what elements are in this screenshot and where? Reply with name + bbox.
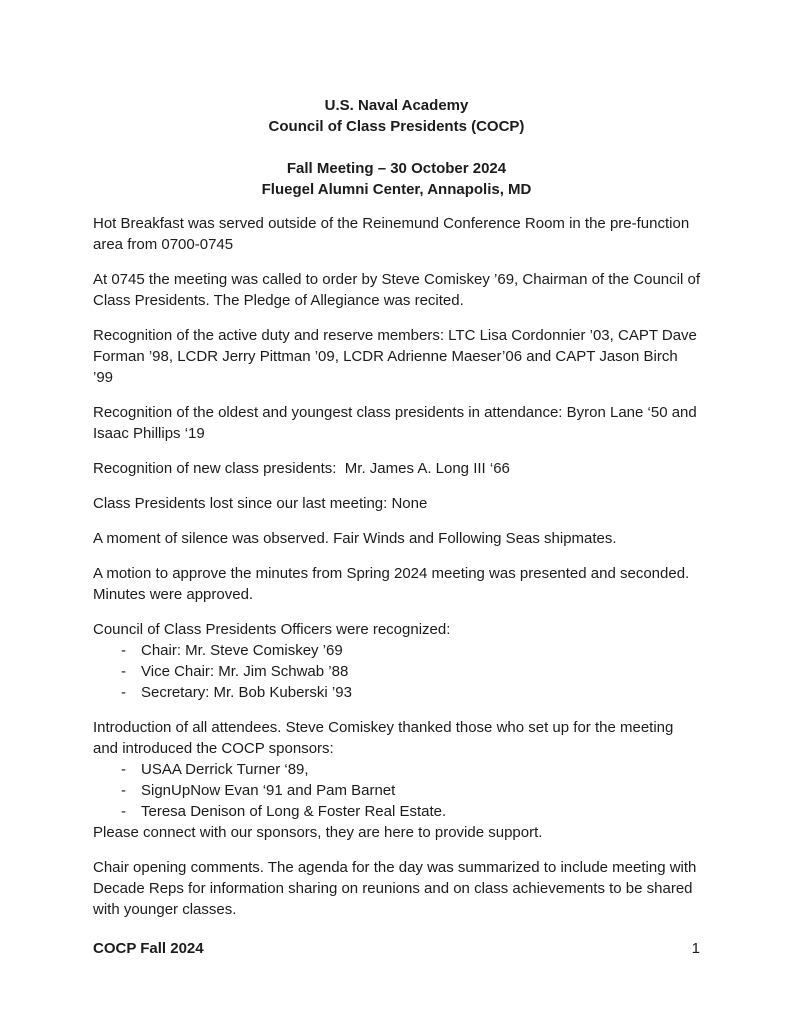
sponsor-long-foster: Teresa Denison of Long & Foster Real Estate.: [141, 803, 447, 820]
list-item: [93, 759, 700, 780]
list-bullet: -: [121, 663, 126, 680]
sponsor-usaa: USAA Derrick Turner ‘89,: [141, 761, 309, 778]
list-bullet: -: [121, 642, 126, 659]
paragraph-chair-comments: Chair opening comments. The agenda for the day was summarized to include meeting with Decade Reps for information sharing on reunions and on class achievements to be shared with younger classes.: [93, 859, 701, 918]
document-body: [93, 213, 705, 920]
paragraph-active-duty-recognition: Recognition of the active duty and reserve members: LTC Lisa Cordonnier ’03, CAPT Dave Forman ’98, LCDR Jerry Pittman ’09, LCDR Adrienne Maeser’06 and CAPT Jason Birch ’99: [93, 327, 702, 386]
title-line-1: U.S. Naval Academy: [324, 97, 469, 114]
paragraph-minutes-approval: A motion to approve the minutes from Spring 2024 meeting was presented and seconded. Minutes were approved.: [93, 565, 694, 603]
list-item: [93, 780, 700, 801]
paragraph-oldest-youngest-recognition: Recognition of the oldest and youngest class presidents in attendance: Byron Lane ‘50 and Isaac Phillips ‘19: [93, 404, 701, 442]
paragraph-breakfast: Hot Breakfast was served outside of the Reinemund Conference Room in the pre-function area from 0700-0745: [93, 215, 694, 253]
list-item: [93, 661, 700, 682]
list-bullet: -: [121, 782, 126, 799]
paragraph-sponsors-intro: Introduction of all attendees. Steve Comiskey thanked those who set up for the meeting and introduced the COCP sponsors:: [93, 719, 678, 757]
paragraph-call-to-order: At 0745 the meeting was called to order by Steve Comiskey ’69, Chairman of the Council of Class Presidents. The Pledge of Allegiance was recited.: [93, 271, 705, 309]
paragraph-lost-presidents: Class Presidents lost since our last meeting: None: [93, 495, 428, 512]
body-spacer: [93, 200, 700, 213]
document-footer: [93, 938, 700, 959]
officer-vice-chair: Vice Chair: Mr. Jim Schwab ’88: [141, 663, 349, 680]
officers-list: [93, 640, 700, 703]
officer-secretary: Secretary: Mr. Bob Kuberski ’93: [141, 684, 352, 701]
paragraph-new-presidents: Recognition of new class presidents: Mr. James A. Long III ‘66: [93, 460, 510, 477]
meeting-date-line: Fall Meeting – 30 October 2024: [286, 160, 507, 177]
sponsors-list: [93, 759, 700, 822]
paragraph-moment-of-silence: A moment of silence was observed. Fair Winds and Following Seas shipmates.: [93, 530, 617, 547]
list-item: [93, 682, 700, 703]
meeting-location-line: Fluegel Alumni Center, Annapolis, MD: [261, 181, 532, 198]
list-item: [93, 640, 700, 661]
list-bullet: -: [121, 684, 126, 701]
paragraph-officers-intro: Council of Class Presidents Officers were recognized:: [93, 621, 451, 638]
paragraph-sponsors-outro: Please connect with our sponsors, they are here to provide support.: [93, 824, 543, 841]
officer-chair: Chair: Mr. Steve Comiskey ’69: [141, 642, 343, 659]
footer-page-number: 1: [691, 940, 700, 957]
document-header: [93, 95, 700, 200]
list-item: [93, 801, 700, 822]
footer-document-title: COCP Fall 2024: [93, 940, 204, 957]
title-line-2: Council of Class Presidents (COCP): [268, 118, 525, 135]
header-spacer: [93, 137, 700, 158]
sponsor-signupnow: SignUpNow Evan ‘91 and Pam Barnet: [141, 782, 396, 799]
list-bullet: -: [121, 803, 126, 820]
list-bullet: -: [121, 761, 126, 778]
